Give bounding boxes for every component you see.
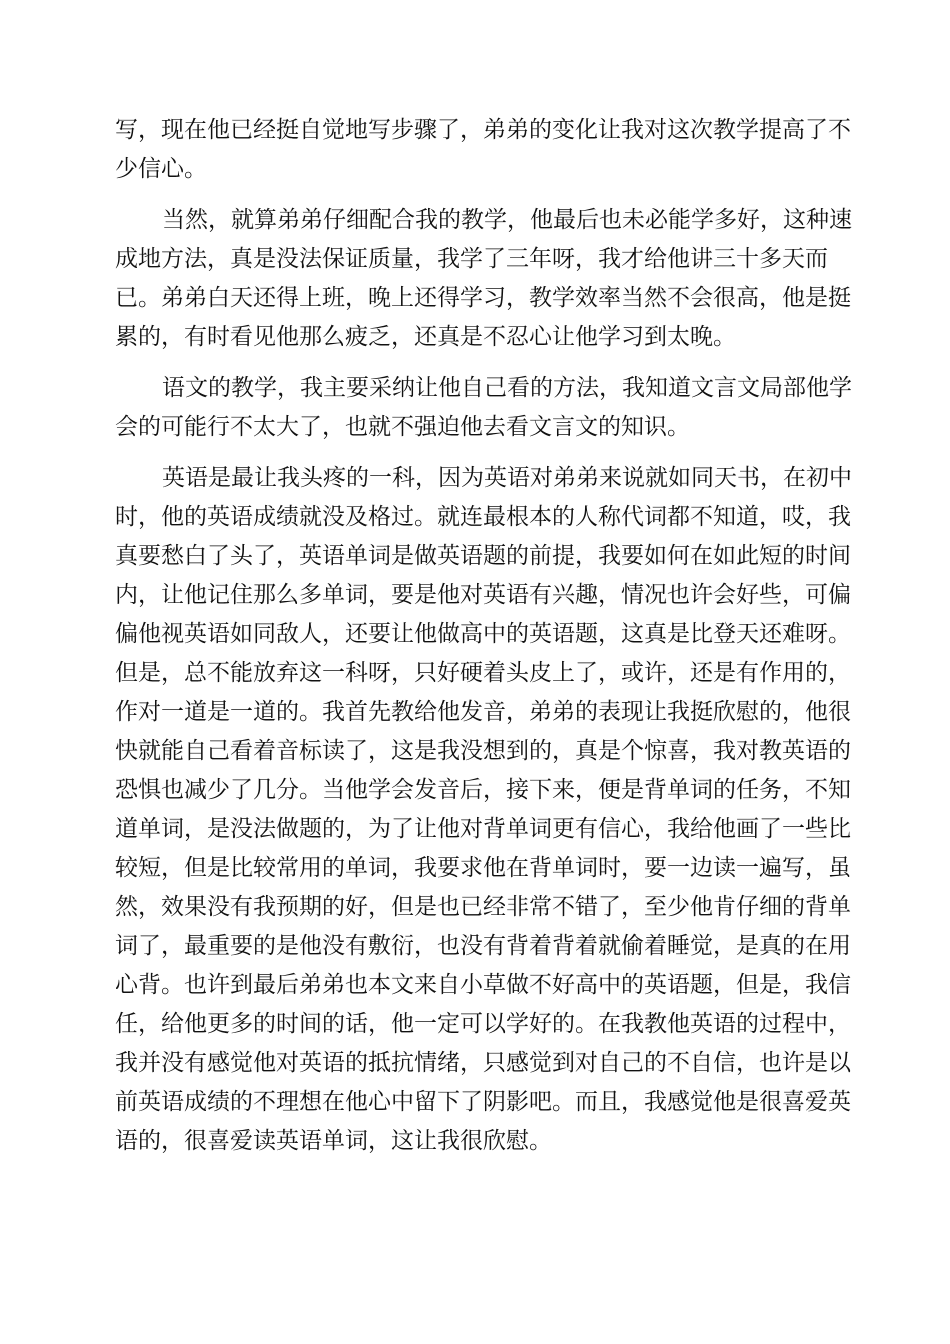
text-line: 恐惧也减少了几分。当他学会发音后，接下来，便是背单词的任务，不知 (115, 777, 851, 803)
text-line: 快就能自己看着音标读了，这是我没想到的，真是个惊喜，我对教英语的 (115, 738, 851, 764)
text-line: 成地方法，真是没法保证质量，我学了三年呀，我才给他讲三十多天而 (115, 246, 828, 272)
text-line: 内，让他记住那么多单词，要是他对英语有兴趣，情况也许会好些，可偏 (115, 582, 851, 608)
paragraph-first-line: 英语是最让我头疼的一科，因为英语对弟弟来说就如同天书，在初中 (162, 465, 852, 491)
text-line: 然，效果没有我预期的好，但是也已经非常不错了，至少他肯仔细的背单 (115, 894, 851, 920)
text-line: 累的，有时看见他那么疲乏，还真是不忍心让他学习到太晚。 (115, 324, 736, 350)
text-line: 写，现在他已经挺自觉地写步骤了，弟弟的变化让我对这次教学提高了不 (115, 117, 851, 143)
text-line: 会的可能行不太大了，也就不强迫他去看文言文的知识。 (115, 414, 690, 440)
paragraph-first-line: 当然，就算弟弟仔细配合我的教学，他最后也未必能学多好，这种速 (162, 207, 852, 233)
text-line: 少信心。 (115, 156, 207, 182)
text-line: 真要愁白了头了，英语单词是做英语题的前提，我要如何在如此短的时间 (115, 543, 851, 569)
text-line: 语的，很喜爱读英语单词，这让我很欣慰。 (115, 1128, 552, 1154)
text-line: 较短，但是比较常用的单词，我要求他在背单词时，要一边读一遍写，虽 (115, 855, 851, 881)
text-line: 道单词，是没法做题的，为了让他对背单词更有信心，我给他画了一些比 (115, 816, 851, 842)
text-line: 但是，总不能放弃这一科呀，只好硬着头皮上了，或许，还是有作用的， (115, 660, 851, 686)
text-line: 心背。也许到最后弟弟也本文来自小草做不好高中的英语题，但是，我信 (115, 972, 851, 998)
text-line: 偏他视英语如同敌人，还要让他做高中的英语题，这真是比登天还难呀。 (115, 621, 851, 647)
text-line: 前英语成绩的不理想在他心中留下了阴影吧。而且，我感觉他是很喜爱英 (115, 1089, 851, 1115)
text-line: 时，他的英语成绩就没及格过。就连最根本的人称代词都不知道，哎，我 (115, 504, 851, 530)
text-line: 我并没有感觉他对英语的抵抗情绪，只感觉到对自己的不自信，也许是以 (115, 1050, 851, 1076)
paragraph-first-line: 语文的教学，我主要采纳让他自己看的方法，我知道文言文局部他学 (162, 375, 852, 401)
text-line: 已。弟弟白天还得上班，晚上还得学习，教学效率当然不会很高，他是挺 (115, 285, 851, 311)
text-line: 任，给他更多的时间的话，他一定可以学好的。在我教他英语的过程中， (115, 1011, 851, 1037)
text-line: 词了，最重要的是他没有敷衍，也没有背着背着就偷着睡觉，是真的在用 (115, 933, 851, 959)
text-line: 作对一道是一道的。我首先教给他发音，弟弟的表现让我挺欣慰的，他很 (115, 699, 851, 725)
